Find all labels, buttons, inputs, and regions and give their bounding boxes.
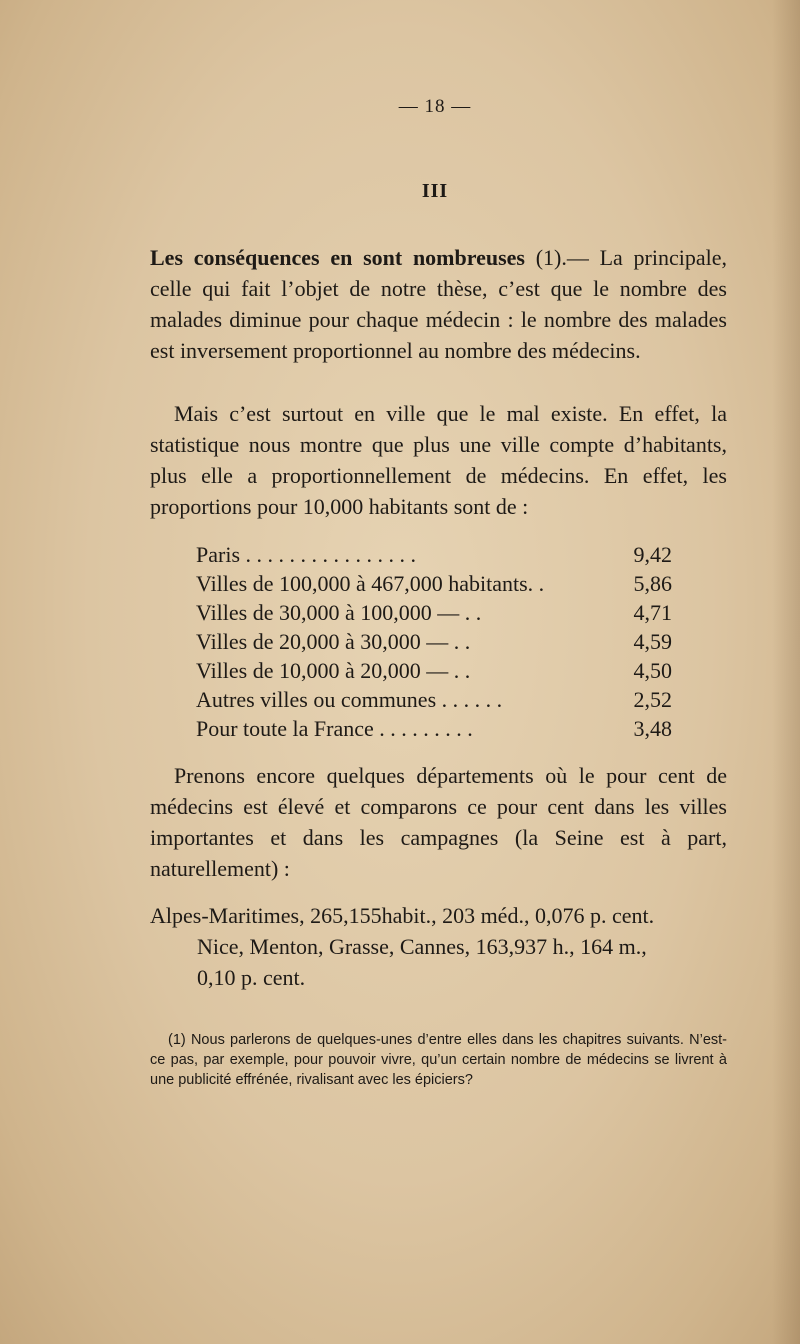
- paragraph-1-text: (1).— La principale, celle qui fait l’objet de notre thèse, c’est que le nombre des malades diminue pour chaque médecin : le nombre des malades est inversement proportionnel au nombre des médecins.: [150, 245, 728, 363]
- table-row: [196, 598, 672, 627]
- stat-label: Paris . . . . . . . . . . . . . . . .: [196, 542, 416, 567]
- table-row: [196, 685, 672, 714]
- stat-value: 4,71: [633, 600, 672, 625]
- stat-value: 9,42: [633, 542, 672, 567]
- department-example: [150, 900, 727, 993]
- table-row: [196, 656, 672, 685]
- paragraph-3: Prenons encore quelques départements où le pour cent de médecins est élevé et comparons ce pour cent dans les villes importantes et dans les campagnes (la Seine est à part, naturellement) :: [150, 763, 727, 881]
- table-row: [196, 569, 672, 598]
- section-heading: III: [421, 180, 449, 202]
- stat-label: Villes de 30,000 à 100,000 — . .: [196, 600, 482, 625]
- paragraph-1: [150, 242, 727, 366]
- stat-label: Villes de 20,000 à 30,000 — . .: [196, 629, 471, 654]
- example-line-3: 0,10 p. cent.: [197, 965, 306, 990]
- stat-label: Villes de 10,000 à 20,000 — . .: [196, 658, 471, 683]
- stat-value: 5,86: [633, 571, 672, 596]
- page-number: — 18 —: [398, 96, 472, 117]
- stat-value: 3,48: [633, 716, 672, 741]
- stat-value: 4,50: [633, 658, 672, 683]
- example-line-2: Nice, Menton, Grasse, Cannes, 163,937 h., 164 m.,: [197, 934, 647, 959]
- table-row: [196, 627, 672, 656]
- table-row: [196, 540, 672, 569]
- paragraph-1-lead: Les conséquences en sont nombreuses: [150, 245, 525, 270]
- statistics-table: [196, 540, 672, 743]
- stat-label: Pour toute la France . . . . . . . . .: [196, 716, 473, 741]
- example-line-1: Alpes-Maritimes, 265,155habit., 203 méd., 0,076 p. cent.: [150, 903, 655, 928]
- stat-label: Autres villes ou communes . . . . . .: [196, 687, 503, 712]
- stat-value: 4,59: [633, 629, 672, 654]
- table-row: [196, 714, 672, 743]
- paragraph-2: Mais c’est surtout en ville que le mal existe. En effet, la statistique nous montre que plus une ville compte d’habitants, plus elle a proportionnellement de médecins. En effet, les proportions pour 10,000 habitants sont de :: [150, 401, 727, 519]
- stat-label: Villes de 100,000 à 467,000 habitants. .: [196, 571, 545, 596]
- stat-value: 2,52: [633, 687, 672, 712]
- footnote: (1) Nous parlerons de quelques-unes d’entre elles dans les chapitres suivants. N’est-ce pas, par exemple, pour pouvoir vivre, qu’un certain nombre de médecins se livrent à une publicité effrénée, rivalisant avec les épiciers?: [150, 1032, 727, 1088]
